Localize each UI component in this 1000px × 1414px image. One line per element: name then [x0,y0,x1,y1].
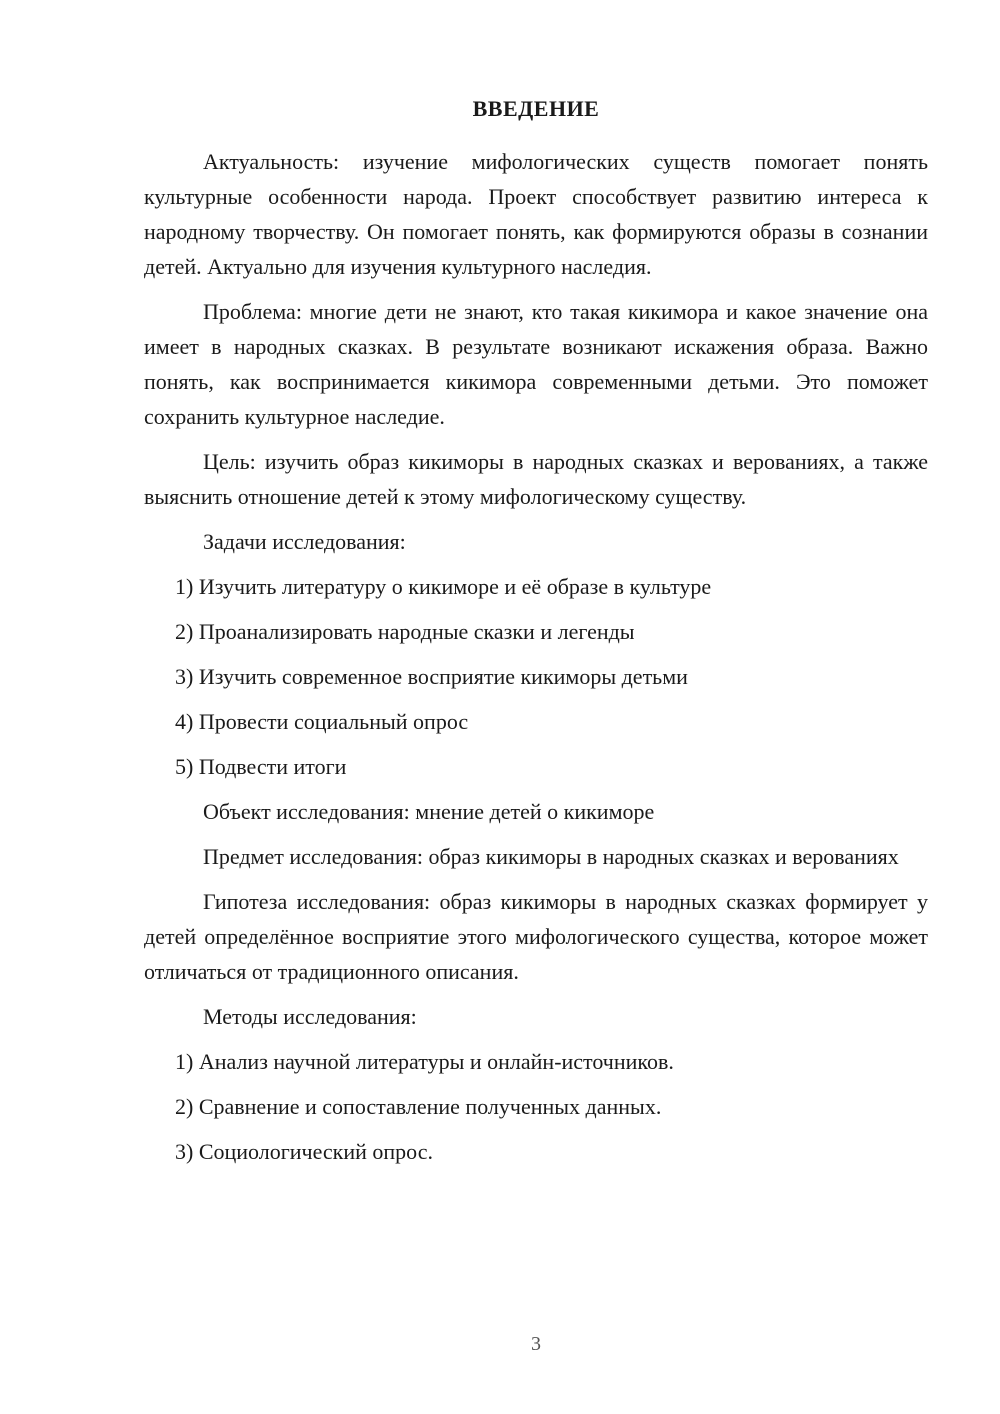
methods-title: Методы исследования: [203,1004,417,1029]
relevance-paragraph: Актуальность: изучение мифологических существ помогает понять культурные особенности народа. Проект способствует развитию интереса к народному творчеству. Он помогает понять, как формируются образы в сознании детей. Актуально для изучения культурного наследия. [144,149,928,279]
method-item: 2) Сравнение и сопоставление полученных данных. [175,1094,662,1119]
page-number: 3 [531,1333,541,1355]
goal-paragraph: Цель: изучить образ кикиморы в народных сказках и верованиях, а также выяснить отношение детей к этому мифологическому существу. [144,449,928,509]
section-heading: ВВЕДЕНИЕ [472,96,600,121]
task-item: 1) Изучить литературу о кикиморе и её образе в культуре [175,574,712,599]
task-item: 2) Проанализировать народные сказки и легенды [175,619,635,644]
tasks-title: Задачи исследования: [203,529,406,554]
method-item: 1) Анализ научной литературы и онлайн-источников. [175,1049,674,1074]
subject-paragraph: Предмет исследования: образ кикиморы в народных сказках и верованиях [203,844,899,869]
hypothesis-paragraph: Гипотеза исследования: образ кикиморы в народных сказках формирует у детей определённое восприятие этого мифологического существа, которое может отличаться от традиционного описания. [144,889,928,984]
method-item: 3) Социологический опрос. [175,1139,433,1164]
task-item: 5) Подвести итоги [175,754,347,779]
problem-paragraph: Проблема: многие дети не знают, кто такая кикимора и какое значение она имеет в народных сказках. В результате возникают искажения образа. Важно понять, как воспринимается кикимора современными детьми. Это поможет сохранить культурное наследие. [144,299,928,429]
object-paragraph: Объект исследования: мнение детей о кикиморе [203,799,655,824]
document-body [144,144,928,1179]
task-item: 3) Изучить современное восприятие кикиморы детьми [175,664,688,689]
task-item: 4) Провести социальный опрос [175,709,469,734]
